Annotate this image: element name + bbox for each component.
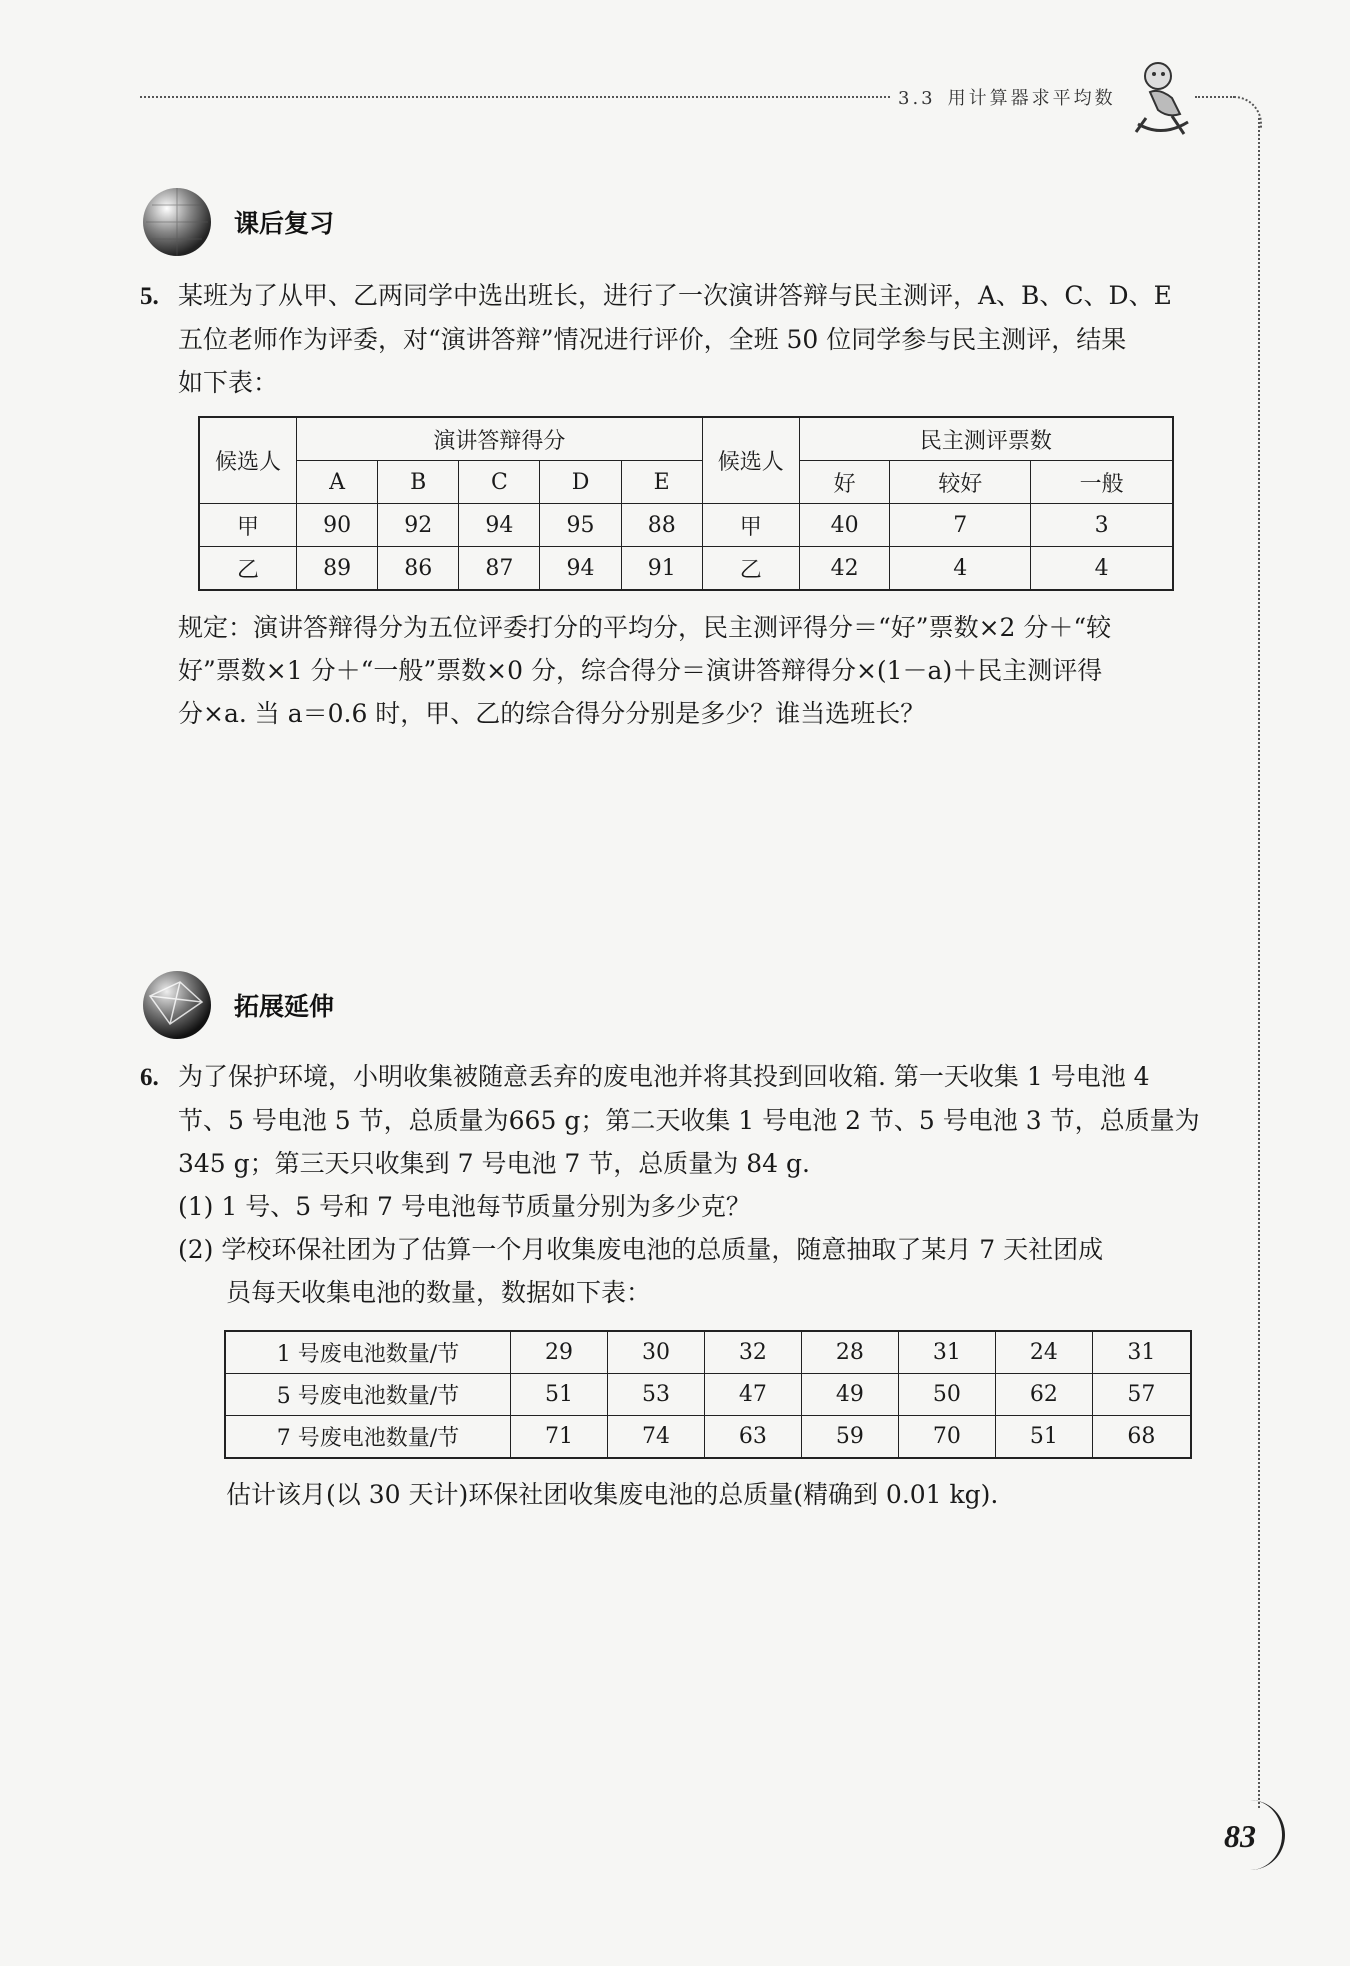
- table-row: [225, 1374, 1191, 1416]
- header-cell: 一般: [1031, 461, 1173, 504]
- page-number: 83: [1224, 1818, 1256, 1854]
- problem-text: 345 g；第三天只收集到 7 号电池 7 节，总质量为 84 g.: [178, 1149, 810, 1178]
- table-cell: 87: [459, 547, 540, 591]
- battery-table: [224, 1330, 1192, 1459]
- table-row: [199, 547, 1173, 591]
- row-label: 7 号废电池数量/节: [225, 1416, 511, 1459]
- table-row: [225, 1416, 1191, 1459]
- table-cell: 49: [801, 1374, 898, 1416]
- problem-text: 为了保护环境，小明收集被随意丢弃的废电池并将其投到回收箱. 第一天收集 1 号电池 4: [178, 1062, 1150, 1091]
- row-label: 1 号废电池数量/节: [225, 1331, 511, 1374]
- table-cell: 47: [704, 1374, 801, 1416]
- table-cell: 92: [378, 504, 459, 547]
- problem-number: 6.: [140, 1064, 159, 1091]
- table-cell: 63: [704, 1416, 801, 1459]
- table-cell: 94: [459, 504, 540, 547]
- problem-text: 某班为了从甲、乙两同学中选出班长，进行了一次演讲答辩与民主测评，A、B、C、D、E: [178, 281, 1172, 310]
- header-rule-right: [1195, 96, 1235, 98]
- table-cell: 乙: [702, 547, 799, 591]
- question-2: (2) 学校环保社团为了估算一个月收集废电池的总质量，随意抽取了某月 7 天社团成: [178, 1235, 1104, 1264]
- table-cell: 4: [1031, 547, 1173, 591]
- table-cell: 50: [898, 1374, 995, 1416]
- table-cell: 95: [540, 504, 621, 547]
- sphere-icon: [140, 185, 214, 259]
- table-cell: 31: [1092, 1331, 1191, 1374]
- problem-5: [140, 274, 1200, 404]
- header-cell: A: [297, 461, 378, 504]
- table-cell: 40: [799, 504, 890, 547]
- table-cell: 51: [995, 1416, 1092, 1459]
- table-cell: 86: [378, 547, 459, 591]
- problem-text: 五位老师作为评委，对“演讲答辩”情况进行评价，全班 50 位同学参与民主测评，结果: [178, 325, 1127, 354]
- problem-text: 分×a. 当 a＝0.6 时，甲、乙的综合得分分别是多少？谁当选班长？: [178, 699, 926, 728]
- problem-5-rule: [140, 606, 1200, 735]
- problem-number: 5.: [140, 283, 159, 310]
- section-title-extension: 拓展延伸: [234, 992, 335, 1021]
- table-cell: 甲: [702, 504, 799, 547]
- section-review-heading: [140, 185, 334, 259]
- table-cell: 57: [1092, 1374, 1191, 1416]
- table-cell: 29: [511, 1331, 608, 1374]
- header-cell: E: [621, 461, 702, 504]
- table-cell: 62: [995, 1374, 1092, 1416]
- table-cell: 74: [607, 1416, 704, 1459]
- table-row: [199, 504, 1173, 547]
- score-table: [198, 416, 1174, 591]
- table-cell: 88: [621, 504, 702, 547]
- header-cell: C: [459, 461, 540, 504]
- table-cell: 71: [511, 1416, 608, 1459]
- problem-text: 如下表：: [178, 368, 279, 397]
- table-cell: 70: [898, 1416, 995, 1459]
- table-cell: 68: [1092, 1416, 1191, 1459]
- table-cell: 30: [607, 1331, 704, 1374]
- table-cell: 94: [540, 547, 621, 591]
- table-cell: 3: [1031, 504, 1173, 547]
- table-cell: 91: [621, 547, 702, 591]
- table-cell: 59: [801, 1416, 898, 1459]
- problem-6: [140, 1055, 1200, 1314]
- running-header: [898, 84, 1116, 110]
- section-title-review: 课后复习: [234, 209, 335, 238]
- header-cell: 候选人: [702, 417, 799, 504]
- problem-text: 节、5 号电池 5 节，总质量为665 g；第二天收集 1 号电池 2 节、5 号电池 3 节，总质量为: [178, 1106, 1200, 1135]
- section-extension-heading: [140, 968, 334, 1042]
- table-cell: 89: [297, 547, 378, 591]
- table-row: [225, 1331, 1191, 1374]
- table-cell: 90: [297, 504, 378, 547]
- row-label: 5 号废电池数量/节: [225, 1374, 511, 1416]
- section-title: 用计算器求平均数: [947, 88, 1116, 109]
- header-cell: B: [378, 461, 459, 504]
- header-cell: 演讲答辩得分: [297, 417, 703, 461]
- question-2-cont: 员每天收集电池的数量，数据如下表：: [226, 1278, 652, 1307]
- globe-network-icon: [140, 968, 214, 1042]
- table-cell: 甲: [199, 504, 297, 547]
- table-cell: 31: [898, 1331, 995, 1374]
- table-cell: 4: [890, 547, 1031, 591]
- table-cell: 28: [801, 1331, 898, 1374]
- table-cell: 7: [890, 504, 1031, 547]
- margin-rule: [1258, 118, 1260, 1808]
- table-cell: 51: [511, 1374, 608, 1416]
- header-cell: D: [540, 461, 621, 504]
- table-cell: 32: [704, 1331, 801, 1374]
- header-cell: 候选人: [199, 417, 297, 504]
- table-cell: 乙: [199, 547, 297, 591]
- table-cell: 24: [995, 1331, 1092, 1374]
- header-cell: 民主测评票数: [799, 417, 1173, 461]
- header-rule: [140, 96, 890, 98]
- problem-text: 好”票数×1 分＋“一般”票数×0 分，综合得分＝演讲答辩得分×(1－a)＋民主测评得: [178, 656, 1103, 685]
- problem-text: 规定：演讲答辩得分为五位评委打分的平均分，民主测评得分＝“好”票数×2 分＋“较: [178, 613, 1112, 642]
- question-1: (1) 1 号、5 号和 7 号电池每节质量分别为多少克？: [178, 1192, 751, 1221]
- header-cell: 较好: [890, 461, 1031, 504]
- mascot-icon: [1128, 58, 1194, 144]
- header-cell: 好: [799, 461, 890, 504]
- problem-6-tail: 估计该月(以 30 天计)环保社团收集废电池的总质量(精确到 0.01 kg).: [226, 1480, 999, 1509]
- section-number: 3.3: [898, 88, 936, 109]
- table-cell: 53: [607, 1374, 704, 1416]
- table-cell: 42: [799, 547, 890, 591]
